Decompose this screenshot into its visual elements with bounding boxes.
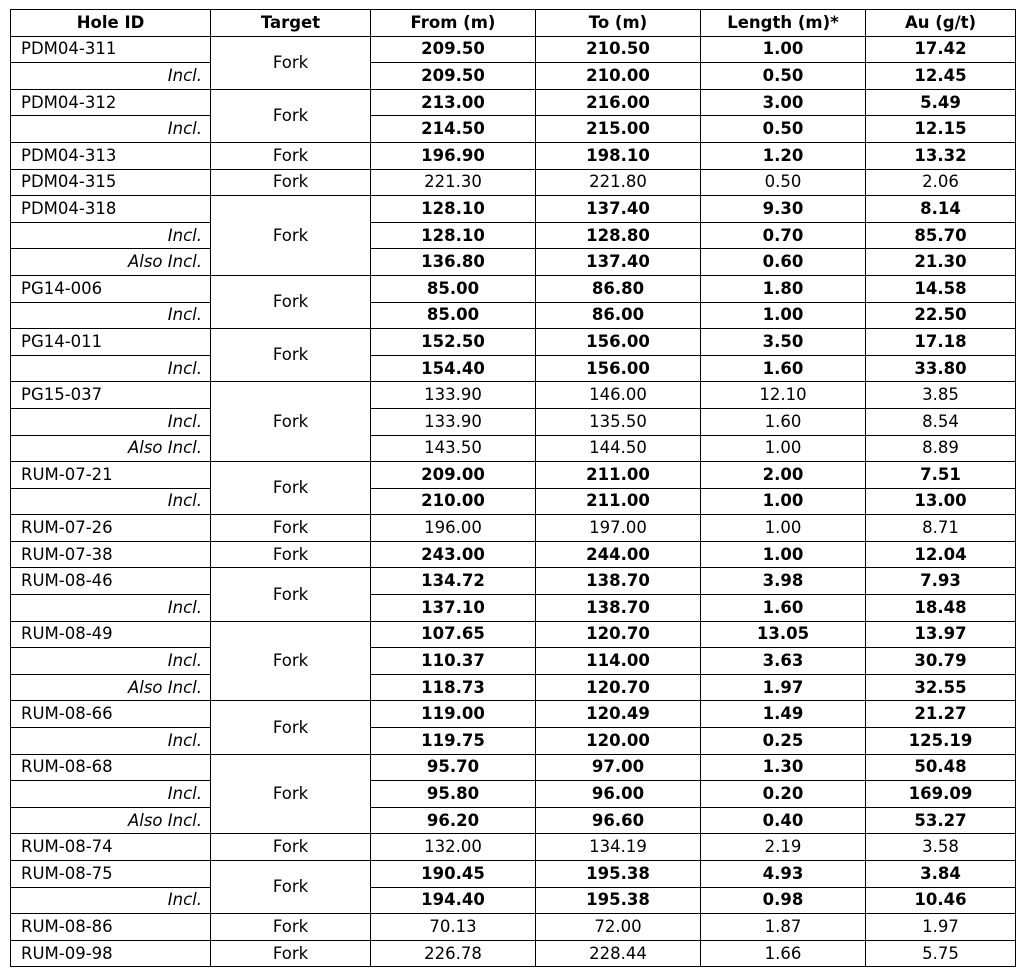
target-cell: Fork [211, 382, 371, 462]
to-cell: 120.70 [536, 674, 701, 701]
length-cell: 13.05 [701, 621, 866, 648]
length-cell: 0.25 [701, 728, 866, 755]
au-cell: 8.71 [866, 515, 1016, 542]
table-row [11, 36, 1016, 63]
target-cell: Fork [211, 329, 371, 382]
au-cell: 14.58 [866, 275, 1016, 302]
au-cell: 17.18 [866, 329, 1016, 356]
length-cell: 3.00 [701, 89, 866, 116]
length-cell: 1.60 [701, 408, 866, 435]
au-cell: 50.48 [866, 754, 1016, 781]
from-cell: 134.72 [371, 568, 536, 595]
table-row-sub-interval [11, 408, 1016, 435]
interval-label: Incl. [11, 302, 211, 329]
target-cell: Fork [211, 541, 371, 568]
interval-label: Incl. [11, 63, 211, 90]
hole-id-cell: PG14-006 [11, 275, 211, 302]
from-cell: 221.30 [371, 169, 536, 196]
interval-label: Incl. [11, 595, 211, 622]
header-hole-id: Hole ID [11, 10, 211, 37]
target-cell: Fork [211, 861, 371, 914]
to-cell: 86.80 [536, 275, 701, 302]
table-row [11, 142, 1016, 169]
target-cell: Fork [211, 621, 371, 701]
au-cell: 8.14 [866, 196, 1016, 223]
hole-id-cell: RUM-07-26 [11, 515, 211, 542]
to-cell: 211.00 [536, 488, 701, 515]
length-cell: 1.00 [701, 36, 866, 63]
au-cell: 1.97 [866, 914, 1016, 941]
length-cell: 2.00 [701, 462, 866, 489]
table-row [11, 541, 1016, 568]
table-row-sub-interval [11, 355, 1016, 382]
to-cell: 198.10 [536, 142, 701, 169]
length-cell: 1.60 [701, 355, 866, 382]
length-cell: 1.00 [701, 435, 866, 462]
au-cell: 10.46 [866, 887, 1016, 914]
length-cell: 0.20 [701, 781, 866, 808]
from-cell: 96.20 [371, 807, 536, 834]
interval-label: Also Incl. [11, 249, 211, 276]
from-cell: 85.00 [371, 302, 536, 329]
au-cell: 17.42 [866, 36, 1016, 63]
length-cell: 9.30 [701, 196, 866, 223]
au-cell: 2.06 [866, 169, 1016, 196]
au-cell: 5.75 [866, 940, 1016, 967]
length-cell: 1.97 [701, 674, 866, 701]
from-cell: 128.10 [371, 222, 536, 249]
to-cell: 120.00 [536, 728, 701, 755]
from-cell: 137.10 [371, 595, 536, 622]
length-cell: 1.60 [701, 595, 866, 622]
length-cell: 1.87 [701, 914, 866, 941]
to-cell: 137.40 [536, 196, 701, 223]
hole-id-cell: RUM-08-46 [11, 568, 211, 595]
au-cell: 5.49 [866, 89, 1016, 116]
to-cell: 134.19 [536, 834, 701, 861]
hole-id-cell: PDM04-315 [11, 169, 211, 196]
interval-label: Also Incl. [11, 435, 211, 462]
length-cell: 0.40 [701, 807, 866, 834]
length-cell: 0.70 [701, 222, 866, 249]
au-cell: 18.48 [866, 595, 1016, 622]
interval-label: Incl. [11, 355, 211, 382]
au-cell: 7.93 [866, 568, 1016, 595]
table-row [11, 275, 1016, 302]
hole-id-cell: PDM04-313 [11, 142, 211, 169]
table-row [11, 861, 1016, 888]
from-cell: 196.90 [371, 142, 536, 169]
from-cell: 119.75 [371, 728, 536, 755]
target-cell: Fork [211, 462, 371, 515]
interval-label: Also Incl. [11, 807, 211, 834]
to-cell: 228.44 [536, 940, 701, 967]
from-cell: 133.90 [371, 382, 536, 409]
hole-id-cell: RUM-08-86 [11, 914, 211, 941]
from-cell: 107.65 [371, 621, 536, 648]
header-target: Target [211, 10, 371, 37]
interval-label: Incl. [11, 488, 211, 515]
to-cell: 86.00 [536, 302, 701, 329]
length-cell: 0.60 [701, 249, 866, 276]
target-cell: Fork [211, 142, 371, 169]
interval-label: Incl. [11, 648, 211, 675]
to-cell: 144.50 [536, 435, 701, 462]
from-cell: 196.00 [371, 515, 536, 542]
au-cell: 3.84 [866, 861, 1016, 888]
au-cell: 32.55 [866, 674, 1016, 701]
to-cell: 216.00 [536, 89, 701, 116]
interval-label: Incl. [11, 781, 211, 808]
length-cell: 12.10 [701, 382, 866, 409]
to-cell: 120.70 [536, 621, 701, 648]
hole-id-cell: PG14-011 [11, 329, 211, 356]
to-cell: 210.50 [536, 36, 701, 63]
table-row-sub-interval [11, 595, 1016, 622]
table-row-sub-interval [11, 807, 1016, 834]
table-row [11, 621, 1016, 648]
hole-id-cell: RUM-08-66 [11, 701, 211, 728]
target-cell: Fork [211, 36, 371, 89]
length-cell: 3.98 [701, 568, 866, 595]
interval-label: Incl. [11, 222, 211, 249]
to-cell: 156.00 [536, 355, 701, 382]
au-cell: 169.09 [866, 781, 1016, 808]
length-cell: 1.66 [701, 940, 866, 967]
table-row [11, 568, 1016, 595]
au-cell: 12.04 [866, 541, 1016, 568]
hole-id-cell: RUM-08-75 [11, 861, 211, 888]
to-cell: 72.00 [536, 914, 701, 941]
header-row [11, 10, 1016, 37]
au-cell: 33.80 [866, 355, 1016, 382]
target-cell: Fork [211, 754, 371, 834]
target-cell: Fork [211, 940, 371, 967]
length-cell: 2.19 [701, 834, 866, 861]
from-cell: 209.50 [371, 36, 536, 63]
to-cell: 221.80 [536, 169, 701, 196]
table-row-sub-interval [11, 887, 1016, 914]
au-cell: 13.97 [866, 621, 1016, 648]
length-cell: 0.98 [701, 887, 866, 914]
length-cell: 3.50 [701, 329, 866, 356]
table-row [11, 169, 1016, 196]
target-cell: Fork [211, 89, 371, 142]
interval-label: Incl. [11, 887, 211, 914]
table-row [11, 940, 1016, 967]
table-row [11, 196, 1016, 223]
hole-id-cell: PG15-037 [11, 382, 211, 409]
table-row [11, 914, 1016, 941]
from-cell: 119.00 [371, 701, 536, 728]
table-row-sub-interval [11, 435, 1016, 462]
hole-id-cell: PDM04-318 [11, 196, 211, 223]
table-row-sub-interval [11, 63, 1016, 90]
au-cell: 21.30 [866, 249, 1016, 276]
drill-results-table-container [10, 9, 1016, 967]
from-cell: 128.10 [371, 196, 536, 223]
table-row [11, 515, 1016, 542]
length-cell: 1.00 [701, 541, 866, 568]
table-row [11, 382, 1016, 409]
table-row [11, 462, 1016, 489]
to-cell: 96.60 [536, 807, 701, 834]
to-cell: 138.70 [536, 595, 701, 622]
target-cell: Fork [211, 568, 371, 621]
table-row-sub-interval [11, 728, 1016, 755]
to-cell: 197.00 [536, 515, 701, 542]
from-cell: 95.80 [371, 781, 536, 808]
length-cell: 0.50 [701, 169, 866, 196]
from-cell: 110.37 [371, 648, 536, 675]
length-cell: 1.00 [701, 302, 866, 329]
hole-id-cell: PDM04-312 [11, 89, 211, 116]
to-cell: 215.00 [536, 116, 701, 143]
from-cell: 118.73 [371, 674, 536, 701]
to-cell: 210.00 [536, 63, 701, 90]
header-from: From (m) [371, 10, 536, 37]
target-cell: Fork [211, 701, 371, 754]
table-row-sub-interval [11, 648, 1016, 675]
to-cell: 137.40 [536, 249, 701, 276]
from-cell: 70.13 [371, 914, 536, 941]
au-cell: 21.27 [866, 701, 1016, 728]
to-cell: 211.00 [536, 462, 701, 489]
header-au: Au (g/t) [866, 10, 1016, 37]
drill-results-table [10, 9, 1016, 967]
length-cell: 1.49 [701, 701, 866, 728]
hole-id-cell: RUM-07-21 [11, 462, 211, 489]
header-length: Length (m)* [701, 10, 866, 37]
au-cell: 8.89 [866, 435, 1016, 462]
table-row [11, 701, 1016, 728]
to-cell: 135.50 [536, 408, 701, 435]
au-cell: 53.27 [866, 807, 1016, 834]
hole-id-cell: RUM-08-49 [11, 621, 211, 648]
table-row [11, 754, 1016, 781]
from-cell: 95.70 [371, 754, 536, 781]
length-cell: 1.20 [701, 142, 866, 169]
to-cell: 114.00 [536, 648, 701, 675]
table-row-sub-interval [11, 222, 1016, 249]
table-row-sub-interval [11, 116, 1016, 143]
from-cell: 190.45 [371, 861, 536, 888]
interval-label: Also Incl. [11, 674, 211, 701]
au-cell: 3.85 [866, 382, 1016, 409]
table-row [11, 89, 1016, 116]
target-cell: Fork [211, 515, 371, 542]
length-cell: 0.50 [701, 116, 866, 143]
to-cell: 128.80 [536, 222, 701, 249]
to-cell: 138.70 [536, 568, 701, 595]
from-cell: 214.50 [371, 116, 536, 143]
interval-label: Incl. [11, 728, 211, 755]
au-cell: 13.00 [866, 488, 1016, 515]
from-cell: 154.40 [371, 355, 536, 382]
au-cell: 30.79 [866, 648, 1016, 675]
from-cell: 209.50 [371, 63, 536, 90]
au-cell: 8.54 [866, 408, 1016, 435]
to-cell: 97.00 [536, 754, 701, 781]
length-cell: 1.80 [701, 275, 866, 302]
header-to: To (m) [536, 10, 701, 37]
from-cell: 226.78 [371, 940, 536, 967]
target-cell: Fork [211, 169, 371, 196]
interval-label: Incl. [11, 408, 211, 435]
au-cell: 85.70 [866, 222, 1016, 249]
hole-id-cell: RUM-08-68 [11, 754, 211, 781]
au-cell: 22.50 [866, 302, 1016, 329]
table-header [11, 10, 1016, 37]
from-cell: 136.80 [371, 249, 536, 276]
hole-id-cell: RUM-08-74 [11, 834, 211, 861]
to-cell: 146.00 [536, 382, 701, 409]
from-cell: 194.40 [371, 887, 536, 914]
target-cell: Fork [211, 196, 371, 276]
au-cell: 13.32 [866, 142, 1016, 169]
au-cell: 125.19 [866, 728, 1016, 755]
to-cell: 156.00 [536, 329, 701, 356]
length-cell: 1.00 [701, 515, 866, 542]
au-cell: 7.51 [866, 462, 1016, 489]
from-cell: 210.00 [371, 488, 536, 515]
target-cell: Fork [211, 275, 371, 328]
table-row-sub-interval [11, 674, 1016, 701]
from-cell: 209.00 [371, 462, 536, 489]
to-cell: 195.38 [536, 887, 701, 914]
au-cell: 12.15 [866, 116, 1016, 143]
to-cell: 96.00 [536, 781, 701, 808]
length-cell: 1.30 [701, 754, 866, 781]
hole-id-cell: PDM04-311 [11, 36, 211, 63]
to-cell: 120.49 [536, 701, 701, 728]
table-row [11, 329, 1016, 356]
au-cell: 3.58 [866, 834, 1016, 861]
hole-id-cell: RUM-07-38 [11, 541, 211, 568]
from-cell: 152.50 [371, 329, 536, 356]
to-cell: 195.38 [536, 861, 701, 888]
from-cell: 243.00 [371, 541, 536, 568]
table-row [11, 834, 1016, 861]
to-cell: 244.00 [536, 541, 701, 568]
from-cell: 132.00 [371, 834, 536, 861]
table-row-sub-interval [11, 302, 1016, 329]
table-body [11, 36, 1016, 967]
table-row-sub-interval [11, 488, 1016, 515]
from-cell: 133.90 [371, 408, 536, 435]
interval-label: Incl. [11, 116, 211, 143]
table-row-sub-interval [11, 781, 1016, 808]
target-cell: Fork [211, 834, 371, 861]
table-row-sub-interval [11, 249, 1016, 276]
length-cell: 1.00 [701, 488, 866, 515]
length-cell: 3.63 [701, 648, 866, 675]
length-cell: 0.50 [701, 63, 866, 90]
from-cell: 143.50 [371, 435, 536, 462]
length-cell: 4.93 [701, 861, 866, 888]
au-cell: 12.45 [866, 63, 1016, 90]
target-cell: Fork [211, 914, 371, 941]
from-cell: 85.00 [371, 275, 536, 302]
hole-id-cell: RUM-09-98 [11, 940, 211, 967]
from-cell: 213.00 [371, 89, 536, 116]
